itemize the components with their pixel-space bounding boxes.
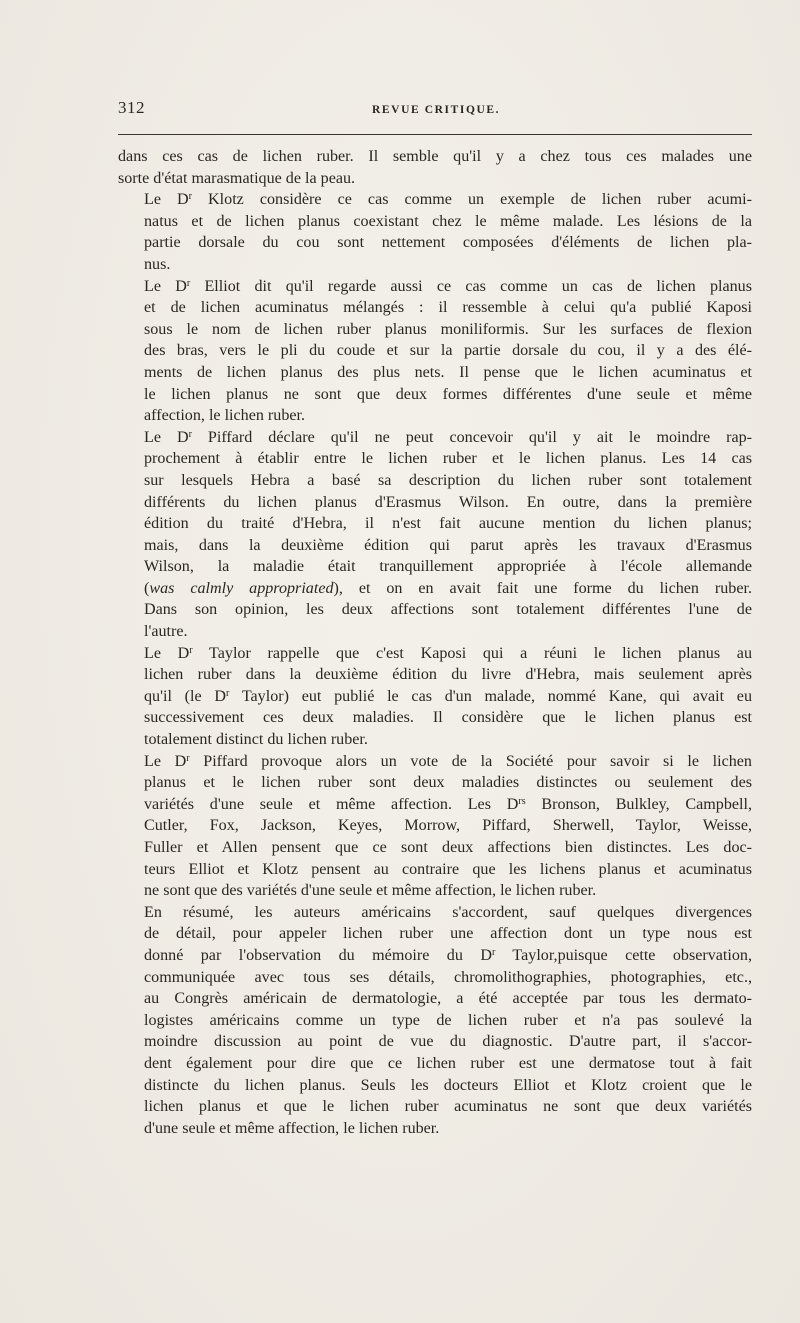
text-line: mais, dans la deuxième édition qui parut après les travaux d'Erasmus	[144, 536, 752, 554]
text-line: Fuller et Allen pensent que ce sont deux affections bien distinctes. Les doc-	[144, 839, 752, 856]
page-number: 312	[118, 98, 145, 117]
text-line: teurs Elliot et Klotz pensent au contraire que les lichens planus et acuminatus	[144, 860, 752, 878]
text-line: ne sont que des variétés d'une seule et même affection, le lichen ruber.	[144, 882, 597, 900]
paragraph	[118, 751, 752, 902]
text-line: Le $D^r$ Klotz considère ce cas comme un exemple de lichen ruber acumi-	[144, 191, 752, 209]
text-line: Le $D^r$ Piffard déclare qu'il ne peut concevoir qu'il y ait le moindre rap-	[144, 428, 752, 446]
text-line: moindre discussion au point de vue du diagnostic. D'autre part, il s'accor-	[144, 1033, 752, 1051]
text-line: Dans son opinion, les deux affections sont totalement différentes l'une de	[144, 601, 752, 619]
page-header	[118, 98, 752, 124]
text-line: l'autre.	[144, 623, 188, 641]
text-line: donné par l'observation du mémoire du $D^r$ Taylor,puisque cette observation,	[144, 946, 752, 964]
text-line: partie dorsale du cou sont nettement composées d'éléments de lichen pla-	[144, 234, 752, 252]
text-line: des bras, vers le pli du coude et sur la partie dorsale du cou, il y a des élé-	[144, 342, 752, 360]
body-text	[118, 146, 752, 1139]
text-line: dans ces cas de lichen ruber. Il semble qu'il y a chez tous ces malades une	[118, 148, 752, 165]
text-line: totalement distinct du lichen ruber.	[144, 731, 368, 749]
text-line: prochement à établir entre le lichen ruber et le lichen planus. Les 14 cas	[144, 450, 752, 468]
text-line: (was calmly appropriated), et on en avait fait une forme du lichen ruber.	[144, 579, 752, 597]
text-line: au Congrès américain de dermatologie, a été acceptée par tous les dermato-	[144, 990, 752, 1008]
text-line: lichen ruber dans la deuxième édition du livre d'Hebra, mais seulement après	[144, 666, 752, 684]
paragraph	[118, 146, 752, 189]
text-line: et de lichen acuminatus mélangés : il ressemble à celui qu'a publié Kaposi	[144, 299, 752, 317]
text-line: édition du traité d'Hebra, il n'est fait aucune mention du lichen planus;	[144, 515, 752, 533]
text-line: d'une seule et même affection, le lichen ruber.	[144, 1119, 440, 1137]
text-line: de détail, pour appeler lichen ruber une affection dont un type nous est	[144, 925, 752, 943]
text-line: planus et le lichen ruber sont deux maladies distinctes ou seulement des	[144, 774, 752, 792]
text-line: sorte d'état marasmatique de la peau.	[118, 169, 356, 187]
text-line: natus et de lichen planus coexistant chez le même malade. Les lésions de la	[144, 212, 752, 230]
text-line: sous le nom de lichen ruber planus moniliformis. Sur les surfaces de flexion	[144, 320, 752, 338]
header-rule	[118, 134, 752, 135]
text-line: le lichen planus ne sont que deux formes différentes d'une seule et même	[144, 385, 752, 403]
paragraph	[118, 189, 752, 275]
text-line: affection, le lichen ruber.	[144, 407, 306, 425]
text-line: Wilson, la maladie était tranquillement appropriée à l'école allemande	[144, 558, 752, 576]
text-line: logistes américains comme un type de lichen ruber et n'a pas soulevé la	[144, 1011, 752, 1029]
text-line: communiquée avec tous ses détails, chromolithographies, photographies, etc.,	[144, 968, 752, 986]
text-line: sur lesquels Hebra a basé sa description du lichen ruber sont totalement	[144, 471, 752, 489]
paragraph	[118, 427, 752, 643]
text-line: lichen planus et que le lichen ruber acuminatus ne sont que deux variétés	[144, 1098, 752, 1116]
text-line: nus.	[144, 255, 171, 273]
text-line: dent également pour dire que ce lichen ruber est une dermatose tout à fait	[144, 1054, 752, 1072]
text-line: Le $D^r$ Piffard provoque alors un vote de la Société pour savoir si le lichen	[144, 752, 752, 770]
text-line: Cutler, Fox, Jackson, Keyes, Morrow, Piffard, Sherwell, Taylor, Weisse,	[144, 817, 752, 835]
text-line: qu'il (le $D^r$ Taylor) eut publié le cas d'un malade, nommé Kane, qui avait eu	[144, 687, 752, 705]
text-line: En résumé, les auteurs américains s'accordent, sauf quelques divergences	[144, 903, 752, 921]
paragraph	[118, 276, 752, 427]
text-line: différents du lichen planus d'Erasmus Wilson. En outre, dans la première	[144, 493, 752, 511]
paragraph	[118, 902, 752, 1140]
text-line: successivement ces deux maladies. Il considère que le lichen planus est	[144, 709, 752, 727]
text-line: variétés d'une seule et même affection. Les $D^{rs}$ Bronson, Bulkley, Campbell,	[144, 795, 752, 813]
text-line: Le $D^r$ Taylor rappelle que c'est Kaposi qui a réuni le lichen planus au	[144, 644, 752, 662]
text-line: Le $D^r$ Elliot dit qu'il regarde aussi ce cas comme un cas de lichen planus	[144, 277, 752, 295]
running-head: REVUE CRITIQUE.	[372, 104, 501, 116]
text-line: ments de lichen planus des plus nets. Il pense que le lichen acuminatus et	[144, 363, 752, 381]
text-line: distincte du lichen planus. Seuls les docteurs Elliot et Klotz croient que le	[144, 1076, 752, 1094]
paragraph	[118, 643, 752, 751]
